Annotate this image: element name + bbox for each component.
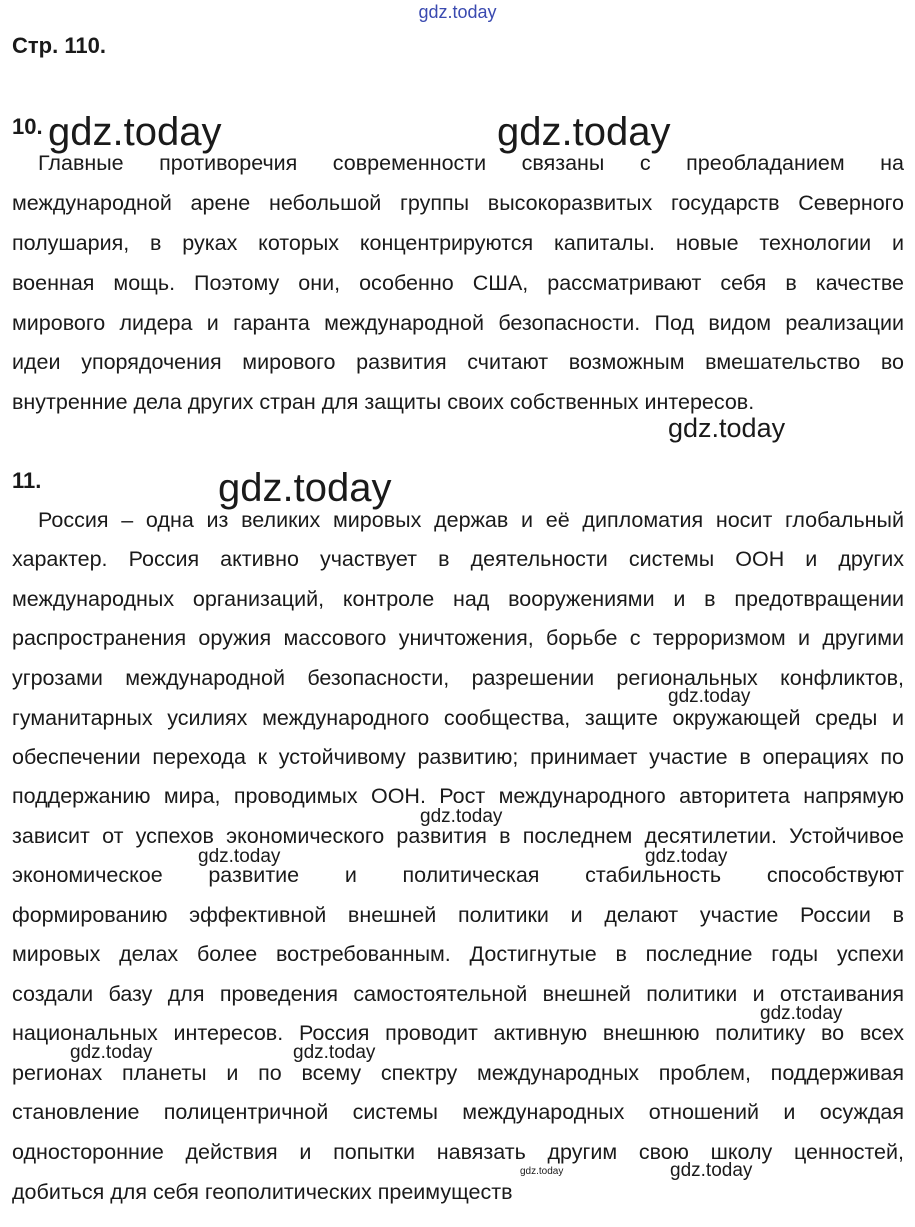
text-line: обеспечении перехода к устойчивому развитию; принимает участие в операциях по — [12, 745, 904, 769]
exercise-11-number: 11. — [12, 468, 42, 493]
page-number: Стр. 110. — [12, 33, 106, 58]
text-line: создали базу для проведения самостоятельной внешней политики и отстаивания — [12, 982, 904, 1006]
watermark: gdz.today — [668, 686, 751, 707]
watermark: gdz.today — [420, 806, 503, 827]
text-line: национальных интересов. Россия проводит активную внешнюю политику во всех — [12, 1021, 904, 1045]
text-line: мирового лидера и гаранта международной безопасности. Под видом реализации — [12, 311, 904, 335]
text-line: военная мощь. Поэтому они, особенно США, рассматривают себя в качестве — [12, 271, 904, 295]
watermark: gdz.today — [293, 1042, 376, 1063]
exercise-10-number: 10. — [12, 114, 43, 139]
watermark: gdz.today — [218, 466, 392, 510]
text-line: международной арене небольшой группы высокоразвитых государств Северного — [12, 191, 904, 215]
text-line: идеи упорядочения мирового развития считают возможным вмешательство во — [12, 350, 904, 374]
text-line: характер. Россия активно участвует в деятельности системы ООН и других — [12, 547, 904, 571]
watermark: gdz.today — [497, 110, 671, 154]
text-line: международных организаций, контроле над вооружениями и в предотвращении — [12, 587, 904, 611]
text-line: полушария, в руках которых концентрируются капиталы. новые технологии и — [12, 231, 904, 255]
text-line: становление полицентричной системы международных отношений и осуждая — [12, 1100, 904, 1124]
text-line: угрозами международной безопасности, разрешении региональных конфликтов, — [12, 666, 904, 690]
watermark: gdz.today — [70, 1042, 153, 1063]
watermark: gdz.today — [198, 846, 281, 867]
top-watermark: gdz.today — [418, 2, 497, 22]
text-line: Россия – одна из великих мировых держав и её дипломатия носит глобальный — [38, 508, 904, 532]
watermark: gdz.today — [520, 1166, 564, 1177]
text-line: Главные противоречия современности связаны с преобладанием на — [38, 151, 904, 175]
watermark: gdz.today — [668, 413, 786, 443]
text-line: гуманитарных усилиях международного сообщества, защите окружающей среды и — [12, 706, 904, 730]
text-line: экономическое развитие и политическая стабильность способствуют — [12, 863, 904, 887]
text-line: поддержанию мира, проводимых ООН. Рост международного авторитета напрямую — [12, 784, 904, 808]
text-line: регионах планеты и по всему спектру международных проблем, поддерживая — [12, 1061, 904, 1085]
watermark: gdz.today — [670, 1160, 753, 1181]
text-line: зависит от успехов экономического развития в последнем десятилетии. Устойчивое — [12, 824, 904, 848]
text-line: формированию эффективной внешней политики и делают участие России в — [12, 903, 904, 927]
text-line: односторонние действия и попытки навязать другим свою школу ценностей, — [12, 1140, 904, 1164]
watermark: gdz.today — [760, 1003, 843, 1024]
text-line: распространения оружия массового уничтожения, борьбе с терроризмом и другими — [12, 626, 904, 650]
text-line: внутренние дела других стран для защиты своих собственных интересов. — [12, 390, 755, 414]
text-line: мировых делах более востребованным. Достигнутые в последние годы успехи — [12, 942, 904, 966]
watermark: gdz.today — [48, 110, 222, 154]
text-line: добиться для себя геополитических преимуществ — [12, 1180, 513, 1204]
watermark: gdz.today — [645, 846, 728, 867]
